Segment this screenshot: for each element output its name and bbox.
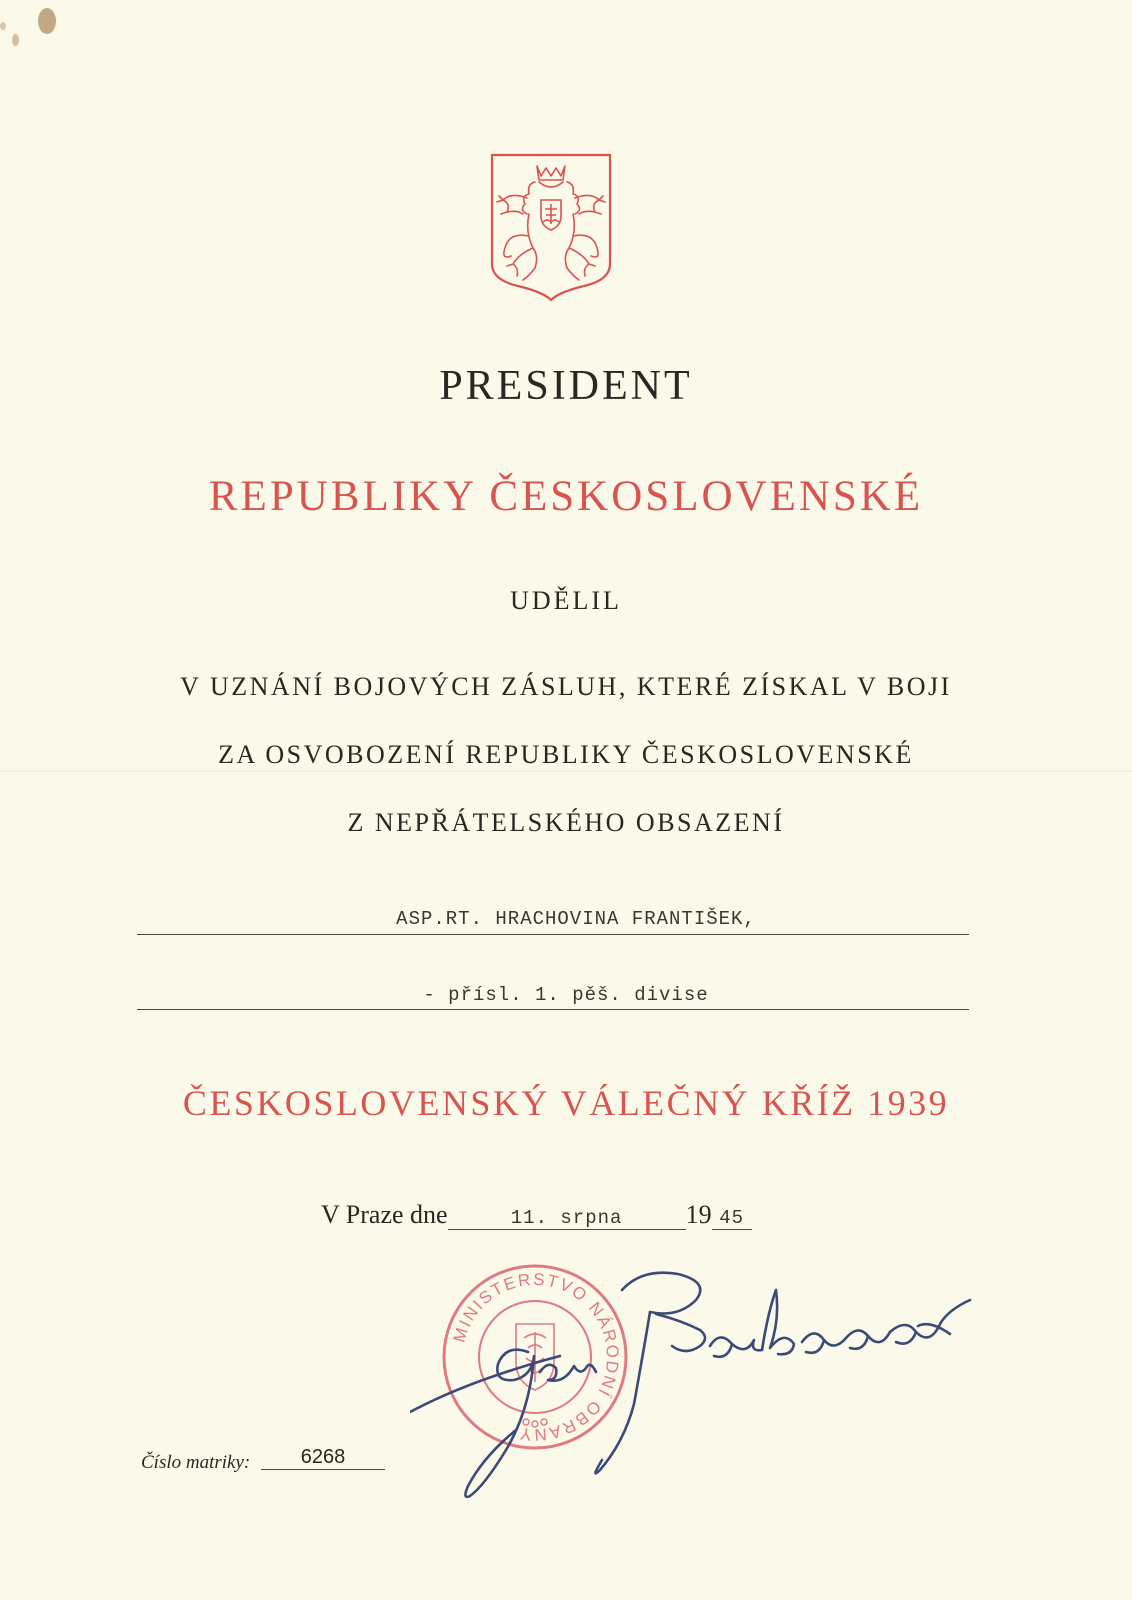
awarded-verb: UDĚLIL [510, 586, 622, 615]
merit-line-2: ZA OSVOBOZENÍ REPUBLIKY ČESKOSLOVENSKÉ [218, 740, 914, 769]
date-year-suffix: 45 [712, 1207, 752, 1230]
recipient-name-line [137, 934, 969, 935]
date-day-month: 11. srpna [448, 1207, 686, 1230]
place-date [321, 1200, 752, 1236]
recipient-unit: - přísl. 1. pěš. divise [423, 984, 709, 1006]
date-century: 19 [685, 1200, 712, 1229]
czechoslovak-lion-coat-of-arms-icon [489, 152, 613, 302]
merit-line-3: Z NEPŘÁTELSKÉHO OBSAZENÍ [347, 808, 785, 837]
date-prefix: V Praze dne [321, 1200, 448, 1229]
recipient-unit-line [137, 1009, 969, 1010]
recipient-name: ASP.RT. HRACHOVINA FRANTIŠEK, [396, 908, 756, 930]
register-number: 6268 [261, 1446, 385, 1470]
paper-stain [38, 8, 56, 34]
award-name: ČESKOSLOVENSKÝ VÁLEČNÝ KŘÍŽ 1939 [182, 1083, 950, 1123]
page-subtitle: REPUBLIKY ČESKOSLOVENSKÉ [208, 473, 924, 520]
register-label: Číslo matriky: [141, 1452, 251, 1473]
signature [410, 1260, 1020, 1510]
paper-stain [0, 22, 6, 30]
page-title: PRESIDENT [439, 363, 693, 409]
stamp-text: MINISTERSTVO NÁRODNÍ OBRANY [449, 1269, 623, 1445]
paper-fold [0, 770, 1132, 772]
merit-line-1: V UZNÁNÍ BOJOVÝCH ZÁSLUH, KTERÉ ZÍSKAL V BOJI [180, 672, 952, 701]
paper-stain [12, 34, 19, 46]
